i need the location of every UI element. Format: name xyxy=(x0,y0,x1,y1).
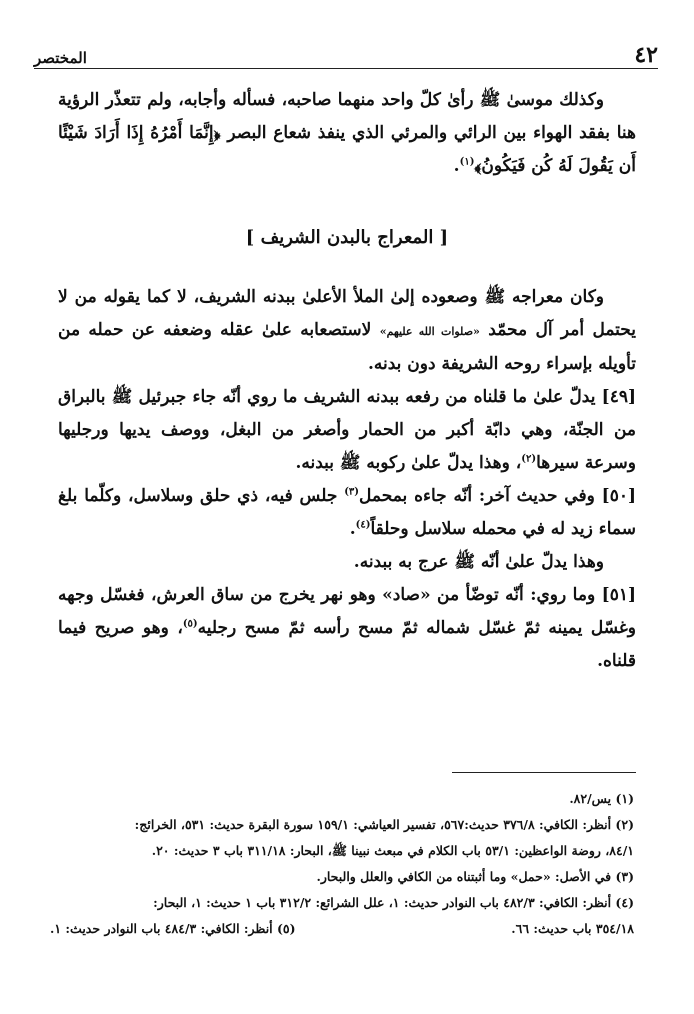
paragraph-49: [٤٩] يدلّ علىٰ ما قلناه من رفعه ببدنه الشريف ما روي أنّه جاء جبرئيل ﷺ بالبراق من الجنّة، وهي دابّة أكبر من الحمار وأصغر من البغل، ووصف يديها ورجليها وسرعة سيرها$^{(٢)}$، وهذا يدلّ علىٰ ركوبه ﷺ ببدنه. xyxy=(58,387,636,473)
main-text xyxy=(58,84,636,678)
hadith-number-50: [٥٠] xyxy=(601,486,636,506)
paragraph-51: [٥١] وما روي: أنّه توضّأ من «صاد» وهو نهر يخرج من ساق العرش، فغسّل وجهه وغسّل يمينه ثمّ غسّل شماله ثمّ مسح رأسه ثمّ مسح رجليه$^{(٥)}$، وهو صريح فيما قلناه. xyxy=(58,585,637,671)
salutation: «صلوات الله عليهم» xyxy=(379,325,480,338)
footnote-ref-3: (٣) xyxy=(344,486,360,498)
section-heading: [ المعراج بالبدن الشريف ] xyxy=(245,227,449,248)
paragraph-moses: وكذلك موسىٰ ﷺ رأىٰ كلّ واحد منهما صاحبه، فسأله وأجابه، ولم تتعذّر الرؤية هنا بفقد الهواء بين الرائي والمرئي الذي ينفذ شعاع البصر ﴿إِنَّمَا أَمْرُهُ إِذَا أَرَادَ شَيْئًا أَن يَقُولَ لَهُ كُن فَيَكُونُ﴾$^{(١)}$. xyxy=(58,90,636,176)
footnote-last-line xyxy=(50,916,634,942)
footnotes-separator xyxy=(452,772,636,773)
footnote-3: (٣) في الأصل: «حمل» وما أثبتناه من الكافي والعلل والبحار. xyxy=(316,869,634,884)
footnote-4-continued: ٣٥٤/١٨ باب حديث: ٦٦. xyxy=(511,921,634,936)
footnote-5: (٥) أنظر: الكافي: ٤٨٤/٣ باب النوادر حديث: ١. xyxy=(50,921,296,936)
running-title: المختصر xyxy=(34,49,87,67)
footnote-4: (٤) أنظر: الكافي: ٤٨٢/٣ باب النوادر حديث: ١، علل الشرائع: ٣١٢/٢ باب ١ حديث: ١، البحار: xyxy=(153,895,634,910)
header-rule xyxy=(34,68,658,69)
paragraph-miraj: وكان معراجه ﷺ وصعوده إلىٰ الملأ الأعلىٰ ببدنه الشريف، لا كما يقوله من لا يحتمل أمر آل محمّد «صلوات الله عليهم» لاستصعابه علىٰ عقله وضعفه عن حمله من تأويله بإسراء روحه الشريفة دون بدنه. xyxy=(58,287,636,374)
page-header xyxy=(34,38,658,66)
footnote-ref-1: (١) xyxy=(459,156,475,168)
paragraph-ascension: وهذا يدلّ علىٰ أنّه ﷺ عرج به ببدنه. xyxy=(353,552,604,572)
hadith-number-51: [٥١] xyxy=(601,585,637,605)
footnote-2-continued: ٨٤/١، روضة الواعظين: ٥٣/١ باب الكلام في مبعث نبينا ﷺ، البحار: ٣١١/١٨ باب ٣ حديث: ٢٠. xyxy=(151,843,634,858)
footnote-ref-2: (٢) xyxy=(521,453,537,465)
footnote-1: (١) يس/٨٢. xyxy=(569,791,634,806)
footnote-2: (٢) أنظر: الكافي: ٣٧٦/٨ حديث:٥٦٧، تفسير العياشي: ١٥٩/١ سورة البقرة حديث: ٥٣١، الخرائج: xyxy=(134,817,634,832)
footnote-ref-5: (٥) xyxy=(182,618,198,630)
page-number: ٤٢ xyxy=(634,42,658,68)
footnotes xyxy=(50,786,634,942)
paragraph-50: [٥٠] وفي حديث آخر: أنّه جاءه بمحمل$^{(٣)}$ جلس فيه، ذي حلق وسلاسل، وكلّما بلغ سماء زيد له في محمله سلاسل وحلقاً$^{(٤)}$. xyxy=(58,486,636,539)
hadith-number-49: [٤٩] xyxy=(601,387,636,407)
footnote-ref-4: (٤) xyxy=(355,519,371,531)
